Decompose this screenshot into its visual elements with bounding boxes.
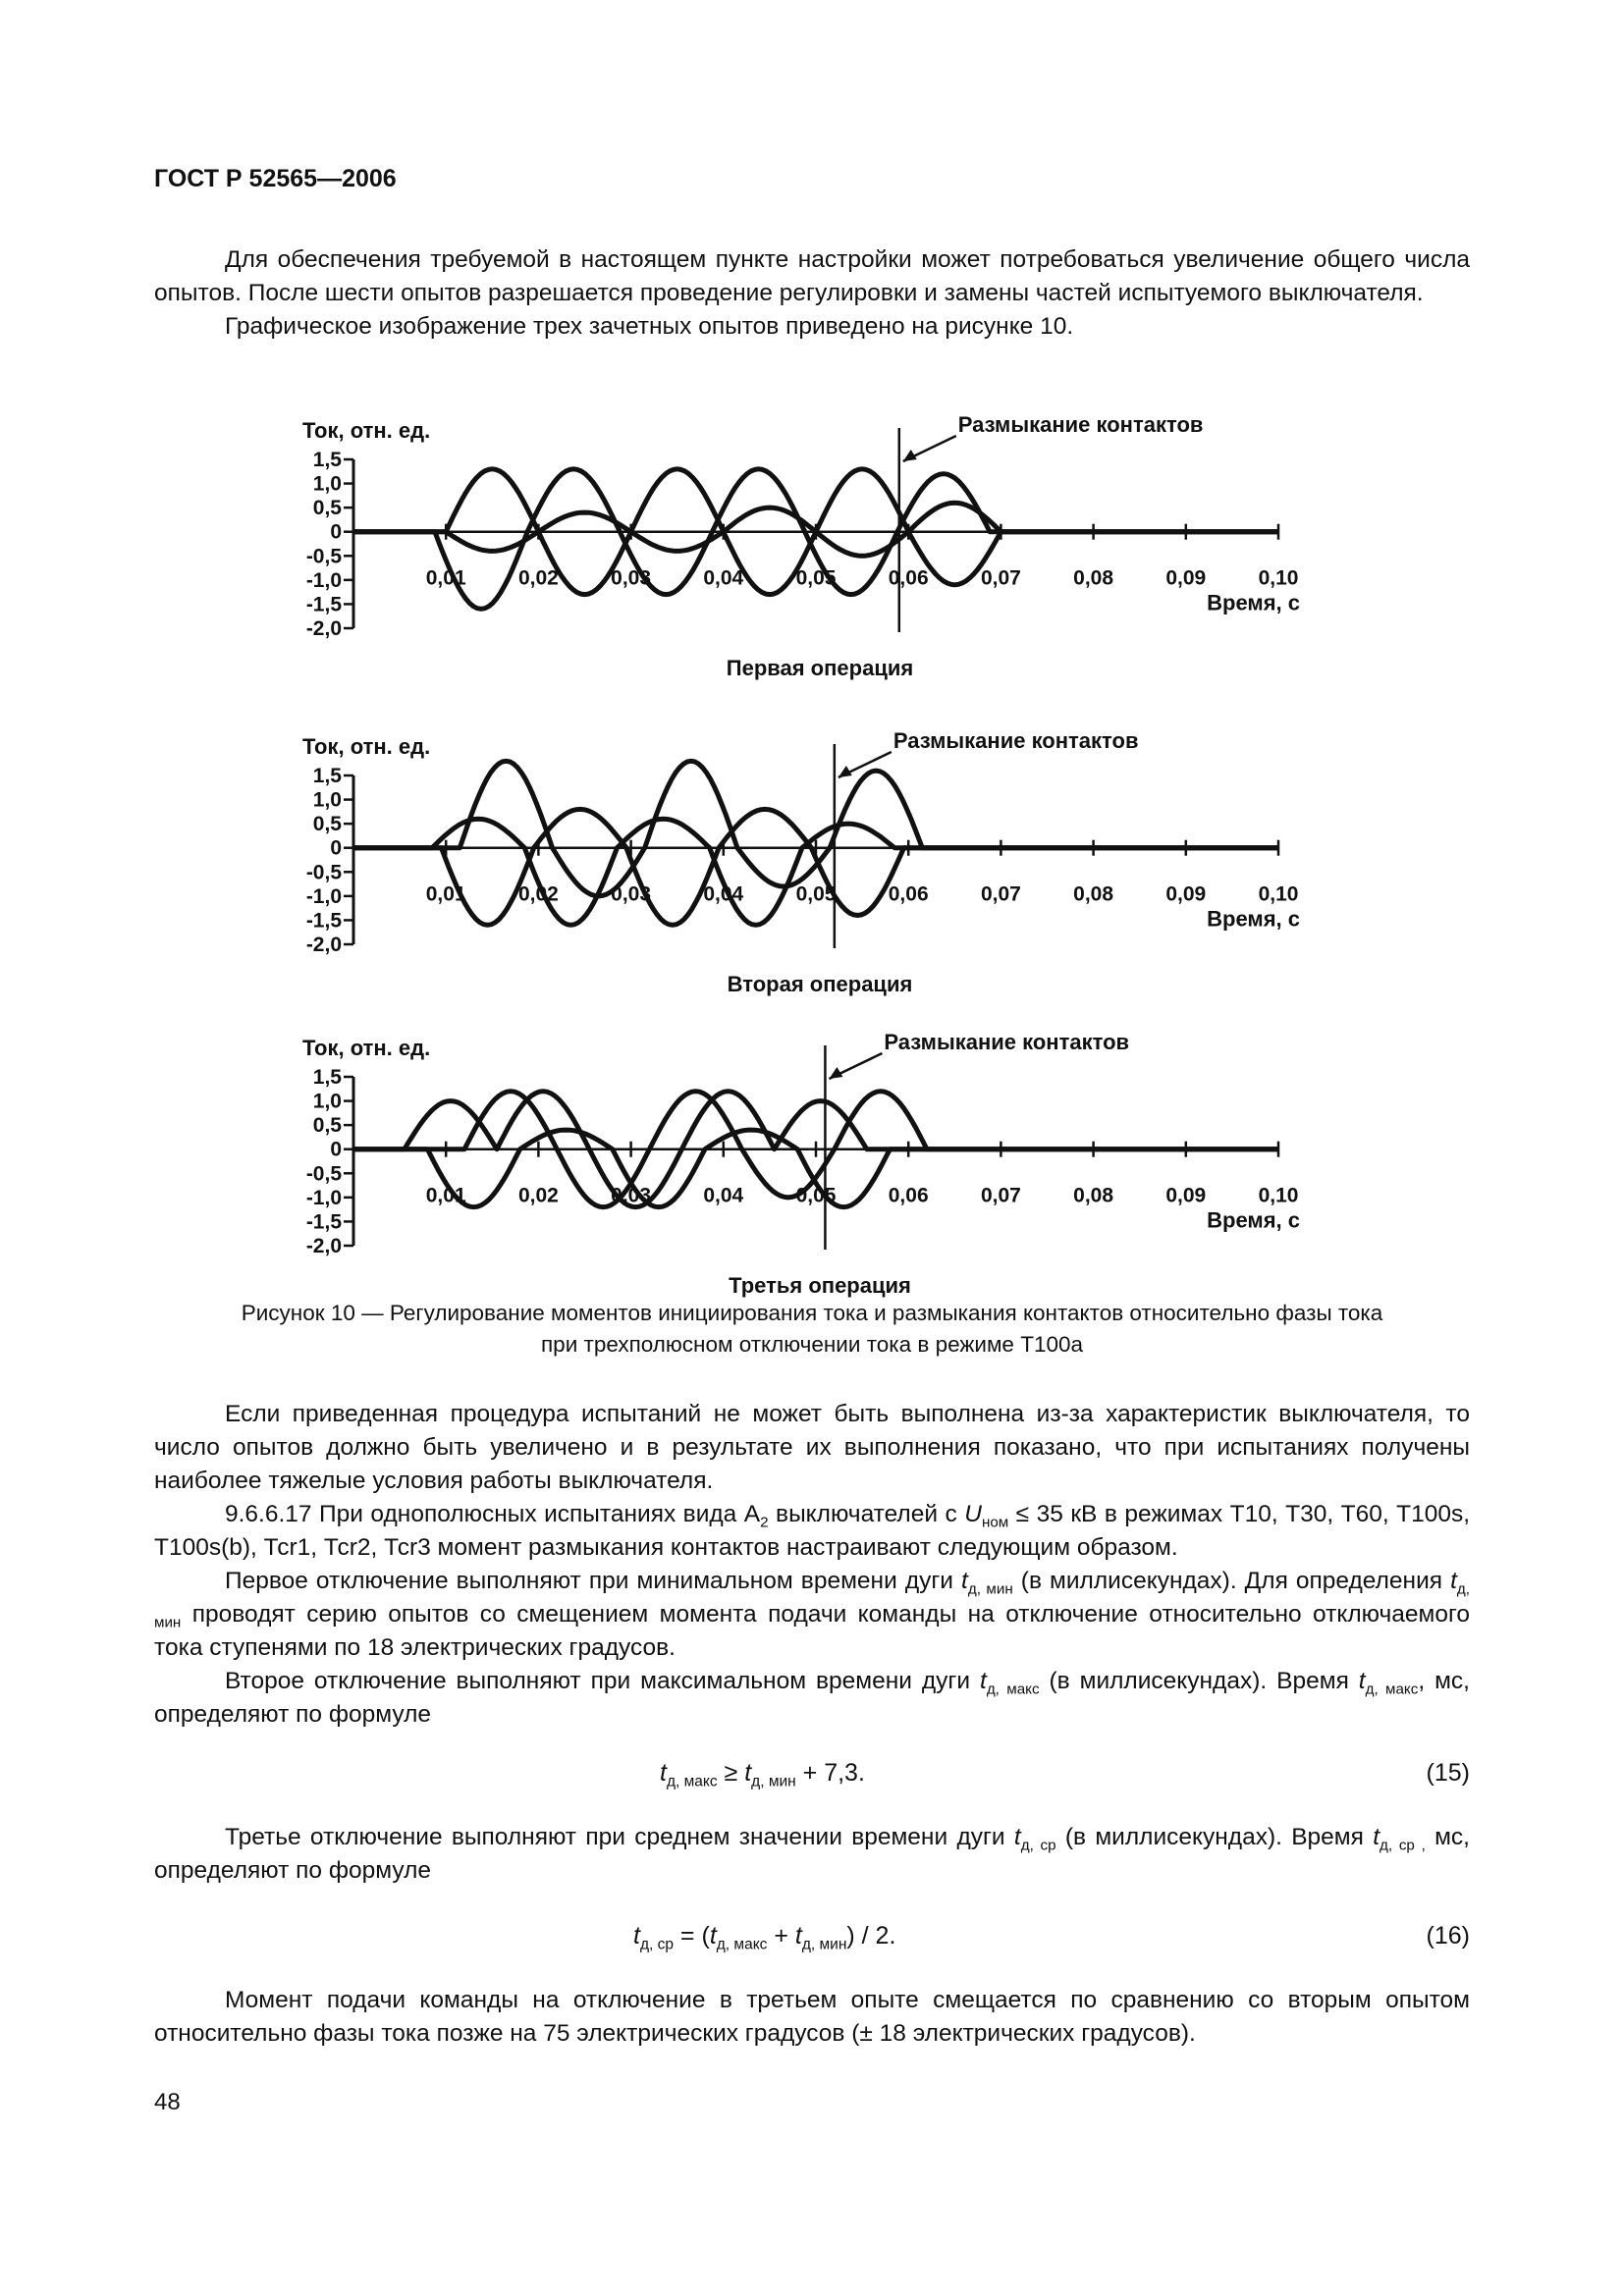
x-axis-label: Время, с: [1207, 906, 1300, 932]
x-tick-label: 0,05: [795, 566, 837, 590]
paragraph-after-figure: Если приведенная процедура испытаний не может быть выполнена из-за характеристик выключателя, то число опытов должно быть увеличено и в результате их выполнения показано, что при испытаниях получены наиболее тяжелые условия работы выключателя.: [154, 1401, 1470, 1494]
y-tick-label: -0,5: [305, 545, 342, 568]
y-tick-label: -1,5: [305, 909, 342, 933]
y-tick-label: 0: [330, 520, 342, 544]
paragraph-9-6-6-17: 9.6.6.17 При однополюсных испытаниях вида $А_2$ выключателей с $U_{ном} \le 35$ кВ в режимах Т10, Т30, Т60, Т100s, Т100s(b), Тсr1, Тсr2, Тсr3 момент размыкания контактов настраивают следующим образом.: [154, 1501, 1471, 1561]
paragraph-last: Момент подачи команды на отключение в третьем опыте смещается по сравнению со вторым опытом относительно фазы тока позже на 75 электрических градусов (± 18 электрических градусов).: [154, 1987, 1470, 2047]
x-tick-label: 0,03: [611, 882, 652, 906]
chart-caption: Третья операция: [729, 1273, 911, 1298]
y-tick-label: 1,0: [312, 472, 342, 496]
formula-16: $t_{д, ср} = (t_{д, макс} + t_{д, мин}) / 2$.: [633, 1922, 896, 1953]
x-tick-label: 0,05: [795, 1184, 837, 1207]
chart-caption: Первая операция: [726, 656, 914, 680]
page-number: 48: [154, 2089, 181, 2115]
figure-caption-line-2: при трехполюсном отключении тока в режиме Т100а: [541, 1332, 1083, 1357]
x-axis-label: Время, с: [1207, 590, 1300, 615]
series-line-3: [353, 503, 1278, 556]
chart-svg-2: [285, 726, 1325, 996]
chart-first-operation: [285, 410, 1325, 680]
x-tick-label: 0,09: [1165, 882, 1207, 906]
figure-caption-line-1: Рисунок 10 — Регулирование моментов инициирования тока и размыкания контактов относительно фазы тока: [241, 1301, 1383, 1325]
contact-opening-label: Размыкание контактов: [893, 728, 1139, 753]
y-tick-label: -1,5: [305, 1210, 342, 1234]
y-tick-label: 0,5: [312, 813, 342, 836]
y-tick-label: 1,5: [312, 449, 342, 471]
series-line-1: [353, 761, 1278, 896]
y-tick-label: -0,5: [305, 861, 342, 884]
y-tick-label: -1,5: [305, 593, 342, 616]
paragraph-second-disconnection: Второе отключение выполняют при максимальном времени дуги $t_{д, макс}$ (в миллисекундах). Время $t_{д, макс}$, мс, определяют по формуле: [154, 1668, 1470, 1728]
x-tick-label: 0,07: [980, 566, 1021, 590]
y-tick-label: -1,0: [305, 1186, 342, 1209]
y-tick-label: 0,5: [312, 1114, 342, 1138]
body-block: [154, 1398, 1470, 1732]
y-tick-label: -0,5: [305, 1162, 342, 1186]
x-tick-label: 0,04: [703, 566, 744, 590]
y-tick-label: 1,5: [312, 1066, 342, 1089]
x-tick-label: 0,08: [1073, 566, 1114, 590]
intro-paragraph-2: Графическое изображение трех зачетных опытов приведено на рисунке 10.: [225, 313, 1074, 340]
x-tick-label: 0,03: [611, 1184, 652, 1207]
y-axis-label: Ток, отн. ед.: [302, 734, 431, 759]
x-tick-label: 0,03: [611, 566, 652, 590]
x-tick-label: 0,02: [517, 1184, 559, 1207]
formula-15-number: (15): [1426, 1759, 1470, 1787]
formula-15: $t_{д, макс} \ge t_{д, мин} + 7,3$.: [660, 1759, 865, 1790]
x-tick-label: 0,01: [425, 882, 466, 906]
intro-block: [154, 243, 1470, 344]
x-tick-label: 0,08: [1073, 1184, 1114, 1207]
y-tick-label: -1,0: [305, 884, 342, 908]
document-header: ГОСТ Р 52565—2006: [154, 165, 397, 192]
third-block: [154, 1821, 1470, 1888]
last-block: [154, 1984, 1470, 2051]
x-tick-label: 0,01: [425, 1184, 466, 1207]
x-tick-label: 0,02: [517, 882, 559, 906]
chart-svg-3: [285, 1028, 1325, 1298]
y-tick-label: 0: [330, 836, 342, 860]
x-tick-label: 0,02: [517, 566, 559, 590]
y-tick-label: 0,5: [312, 497, 342, 520]
chart-second-operation: [285, 726, 1325, 996]
formula-16-number: (16): [1426, 1922, 1470, 1949]
x-tick-label: 0,07: [980, 1184, 1021, 1207]
y-tick-label: -2,0: [305, 1235, 342, 1257]
series-line-3: [353, 819, 1278, 925]
y-tick-label: -1,0: [305, 568, 342, 592]
paragraph-third-disconnection: Третье отключение выполняют при среднем значении времени дуги $t_{д, ср}$ (в миллисекундах). Время $t_{д, ср ,}$ мс, определяют по формуле: [154, 1824, 1470, 1884]
y-axis-label: Ток, отн. ед.: [302, 1036, 431, 1060]
x-tick-label: 0,08: [1073, 882, 1114, 906]
x-tick-label: 0,01: [425, 566, 466, 590]
y-tick-label: 1,5: [312, 765, 342, 787]
y-tick-label: 0: [330, 1138, 342, 1161]
x-tick-label: 0,04: [703, 1184, 744, 1207]
x-tick-label: 0,10: [1258, 1184, 1299, 1207]
x-tick-label: 0,06: [888, 882, 929, 906]
y-tick-label: -2,0: [305, 617, 342, 640]
x-axis-label: Время, с: [1207, 1207, 1300, 1233]
x-tick-label: 0,05: [795, 882, 837, 906]
x-tick-label: 0,04: [703, 882, 744, 906]
x-tick-label: 0,10: [1258, 882, 1299, 906]
x-tick-label: 0,06: [888, 1184, 929, 1207]
chart-third-operation: [285, 1028, 1325, 1298]
y-axis-label: Ток, отн. ед.: [302, 418, 431, 443]
x-tick-label: 0,09: [1165, 1184, 1207, 1207]
contact-opening-label: Размыкание контактов: [884, 1030, 1130, 1054]
chart-svg-1: [285, 410, 1325, 680]
y-tick-label: 1,0: [312, 1090, 342, 1113]
x-tick-label: 0,09: [1165, 566, 1207, 590]
y-tick-label: 1,0: [312, 788, 342, 812]
intro-paragraph-1: Для обеспечения требуемой в настоящем пункте настройки может потребоваться увеличение общего числа опытов. После шести опытов разрешается проведение регулировки и замены частей испытуемого выключателя.: [154, 246, 1470, 306]
x-tick-label: 0,06: [888, 566, 929, 590]
contact-opening-label: Размыкание контактов: [957, 412, 1204, 437]
paragraph-first-disconnection: Первое отключение выполняют при минимальном времени дуги $t_{д, мин}$ (в миллисекундах). Для определения $t_{д, мин}$ проводят серию опытов со смещением момента подачи команды на отключение относительно отключаемого тока ступенями по 18 электрических градусов.: [154, 1568, 1470, 1661]
y-tick-label: -2,0: [305, 934, 342, 956]
figure-caption: [154, 1298, 1470, 1361]
x-tick-label: 0,07: [980, 882, 1021, 906]
x-tick-label: 0,10: [1258, 566, 1299, 590]
chart-caption: Вторая операция: [727, 972, 913, 996]
